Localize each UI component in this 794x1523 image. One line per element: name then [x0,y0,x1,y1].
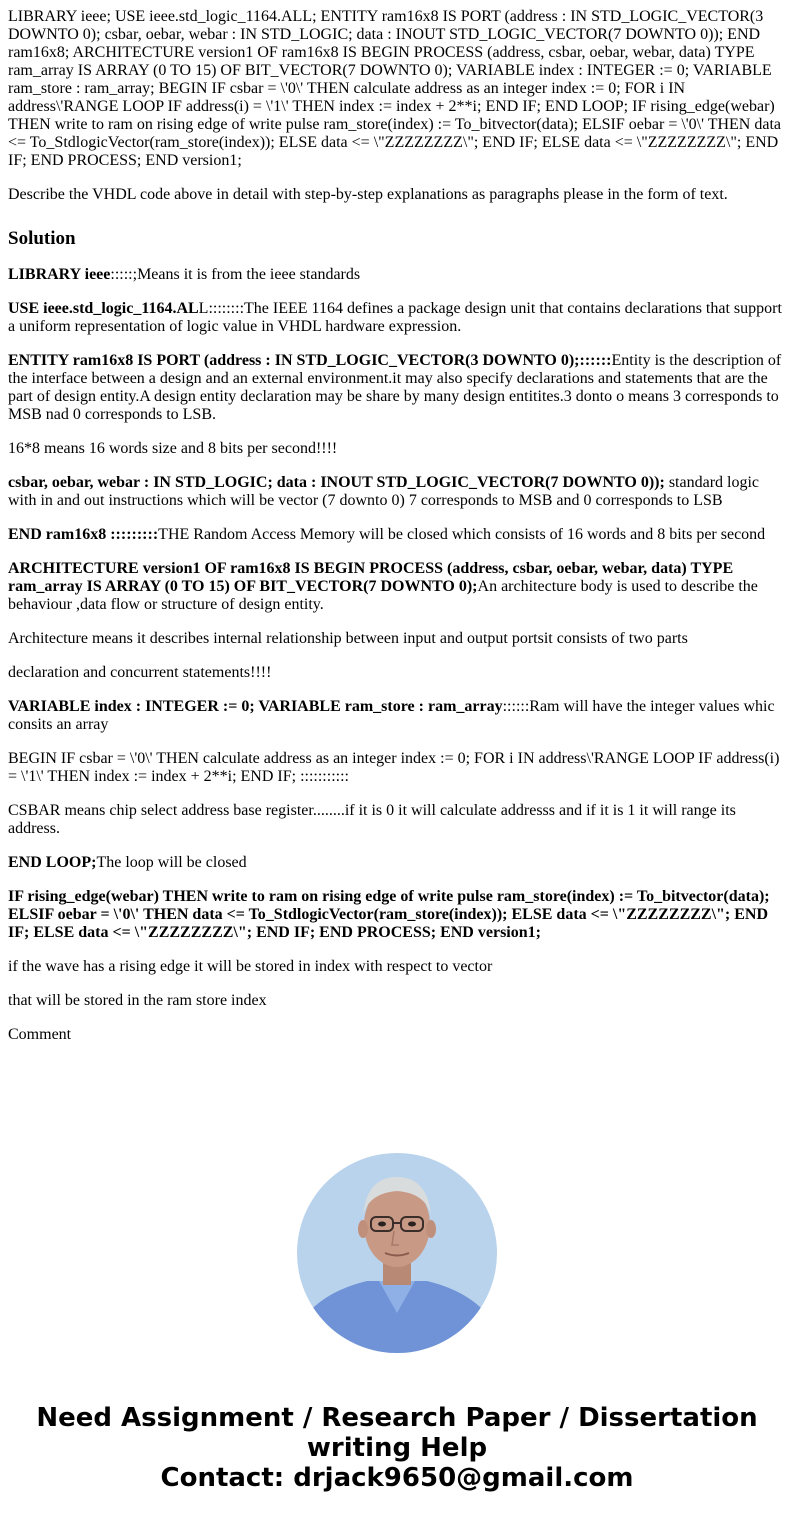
explanation-text: :::::;Means it is from the ieee standards [110,266,361,283]
comment-label: Comment [8,1026,72,1043]
solution-heading: Solution [8,228,76,249]
explanation-text: standard logic with in and out instructions which will be vector (7 downto 0) 7 corresponds to MSB and 0 corresponds to LSB [8,474,760,509]
code-fragment: USE ieee.std_logic_1164.AL [8,300,199,317]
code-fragment: LIBRARY ieee [8,266,111,283]
question-code: LIBRARY ieee; USE ieee.std_logic_1164.ALL; ENTITY ram16x8 IS PORT (address : IN STD_LOGIC_VECTOR(3 DOWNTO 0); csbar, oebar, webar : IN STD_LOGIC; data : INOUT STD_LOGIC_VECTOR(7 DOWNTO 0)); END ram16x8; ARCHITECTURE version1 OF ram16x8 IS BEGIN PROCESS (address, csbar, oebar, webar, data) TYPE ram_array IS ARRAY (0 TO 15) OF BIT_VECTOR(7 DOWNTO 0); VARIABLE index : INTEGER := 0; VARIABLE ram_store : ram_array; BEGIN IF csbar = \'0\' THEN calculate address as an integer index := 0; FOR i IN address\'RANGE LOOP IF address(i) = \'1\' THEN index := index + 2**i; END IF; END LOOP; IF rising_edge(webar) THEN write to ram on rising edge of write pulse ram_store(index) := To_bitvector(data); ELSIF oebar = \'0\' THEN data <= To_StdlogicVector(ram_store(index)); ELSE data <= \"ZZZZZZZZ\"; END IF; ELSE data <= \"ZZZZZZZZ\"; END IF; END PROCESS; END version1; [8,8,782,169]
explanation-text: ::::::Ram will have the integer values whic consits an array [8,698,775,733]
solution-paragraph [8,300,784,336]
solution-paragraph: declaration and concurrent statements!!!! [8,664,272,681]
solution-paragraph [8,888,784,942]
code-fragment: END LOOP; [8,854,97,871]
code-fragment: ARCHITECTURE version1 OF ram16x8 IS BEGIN PROCESS (address, csbar, oebar, webar, data) TYPE ram_array IS ARRAY (0 TO 15) OF BIT_VECTOR(7 DOWNTO 0); [8,560,734,595]
code-fragment: IF rising_edge(webar) THEN write to ram on rising edge of write pulse ram_store(index) := To_bitvector(data); ELSIF oebar = \'0\' THEN data <= To_StdlogicVector(ram_store(index)); ELSE data <= \"ZZZZZZZZ\"; END IF; ELSE data <= \"ZZZZZZZZ\"; END IF; END PROCESS; END version1; [8,888,770,941]
code-fragment: ENTITY ram16x8 IS PORT (address : IN STD_LOGIC_VECTOR(3 DOWNTO 0);:::::: [8,352,612,369]
solution-paragraph: BEGIN IF csbar = \'0\' THEN calculate address as an integer index := 0; FOR i IN address\'RANGE LOOP IF address(i) = \'1\' THEN index := index + 2**i; END IF; ::::::::::: [8,750,780,785]
solution-paragraph: that will be stored in the ram store index [8,992,267,1009]
code-fragment: csbar, oebar, webar : IN STD_LOGIC; data : INOUT STD_LOGIC_VECTOR(7 DOWNTO 0)); [8,474,665,491]
solution-paragraph [8,526,784,544]
solution-paragraph [8,560,784,614]
promo-line: Need Assignment / Research Paper / Dissertation [36,1403,758,1433]
article-body [8,8,784,1060]
solution-paragraph: 16*8 means 16 words size and 8 bits per second!!!! [8,440,338,457]
question-prompt: Describe the VHDL code above in detail with step-by-step explanations as paragraphs please in the form of text. [8,186,728,203]
author-portrait-icon [297,1153,497,1353]
promo-line: writing Help [306,1433,488,1463]
solution-paragraph: if the wave has a rising edge it will be stored in index with respect to vector [8,958,493,975]
solution-paragraph: CSBAR means chip select address base register........if it is 0 it will calculate addresss and if it is 1 it will range its address. [8,802,736,837]
explanation-text: An architecture body is used to describe the behaviour ,data flow or structure of design entity. [8,578,758,613]
avatar [297,1153,497,1353]
solution-paragraph [8,352,784,424]
explanation-text: L::::::::The IEEE 1164 defines a package design unit that contains declarations that support a uniform representation of logic value in VHDL hardware expression. [8,300,782,335]
explanation-text: THE Random Access Memory will be closed which consists of 16 words and 8 bits per second [158,526,766,543]
explanation-text: Entity is the description of the interface between a design and an external environment.it may also specify declarations and statements that are the part of design entity.A design entity declaration may be share by many design entitites.3 donto o means 3 corresponds to MSB nad 0 corresponds to LSB. [8,352,782,423]
explanation-text: The loop will be closed [96,854,247,871]
solution-paragraph [8,698,784,734]
solution-paragraph [8,854,784,872]
promo-contact: Contact: drjack9650@gmail.com [160,1463,634,1493]
solution-paragraph: Architecture means it describes internal relationship between input and output portsit consists of two parts [8,630,688,647]
solution-paragraph [8,474,784,510]
solution-paragraph [8,266,784,284]
promo-banner [0,1403,794,1493]
code-fragment: END ram16x8 ::::::::: [8,526,159,543]
code-fragment: VARIABLE index : INTEGER := 0; VARIABLE ram_store : ram_array [8,698,503,715]
